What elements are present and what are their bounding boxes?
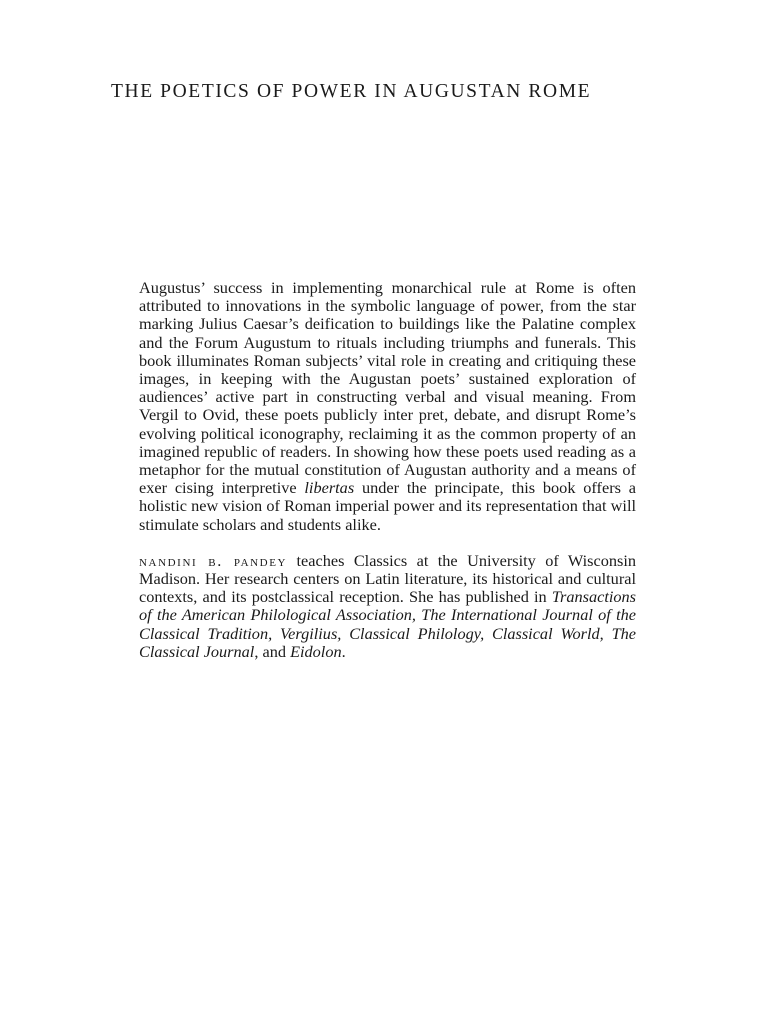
author-bio-text: teaches Classics at the University of Wisconsin Madison. Her research centers on Latin literature, its historical and cultural contexts, and its postclassical reception. She has published in [139, 550, 636, 607]
last-journal: Eidolon [290, 641, 342, 661]
description-text-2: under the principate, this book offers a holistic new vision of Roman imperial power and its representation that will stimulate scholars and students alike. [139, 478, 637, 534]
bio-end: . [341, 641, 346, 661]
book-title: THE POETICS OF POWER IN AUGUSTAN ROME [111, 81, 592, 102]
text-block [139, 279, 636, 661]
journal-list: Transactions of the American Philological Association, The International Journal of the Classical Tradition, Vergilius, Classical Philology, Classical World, The Classical Journal [139, 587, 636, 661]
author-bio [139, 552, 636, 661]
author-name: nandini b. pandey [139, 550, 288, 570]
description-italic-term: libertas [304, 478, 355, 498]
journal-conjunction: , and [254, 641, 291, 661]
description-text-1: Augustus’ success in implementing monarchical rule at Rome is often attributed to innovations in the symbolic language of power, from the star marking Julius Caesar’s deification to buildings like the Palatine complex and the Forum Augustum to rituals including triumphs and funerals. This book illuminates Roman subjects’ vital role in creating and critiquing these images, in keeping with the Augustan poets’ sustained exploration of audiences’ active part in constructing verbal and visual meaning. From Vergil to Ovid, these poets publicly inter pret, debate, and disrupt Rome’s evolving political iconography, reclaiming it as the common property of an imagined republic of readers. In showing how these poets used reading as a metaphor for the mutual constitution of Augustan authority and a means of exer cising interpretive [139, 278, 636, 498]
book-description [139, 279, 636, 534]
